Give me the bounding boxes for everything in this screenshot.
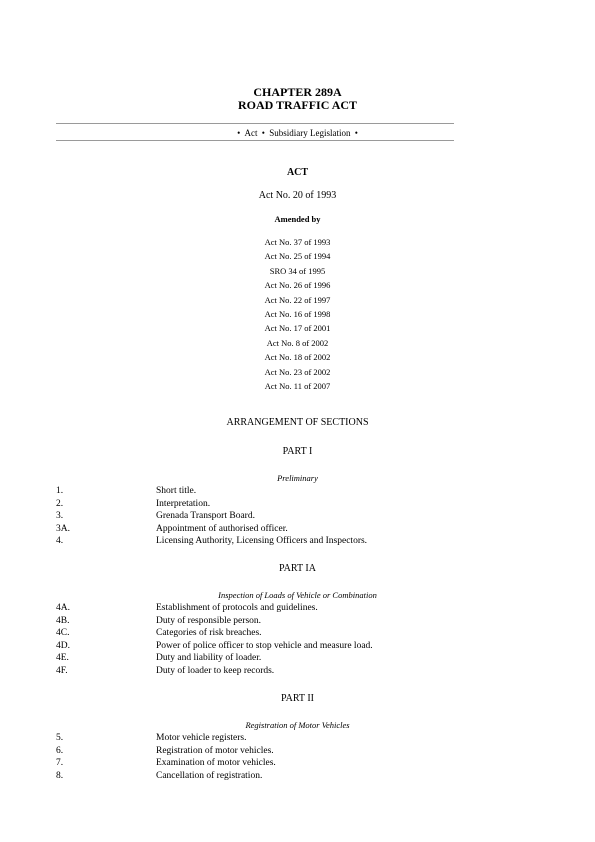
- section-number: 4F.: [56, 666, 68, 676]
- section-number: 7.: [56, 758, 64, 769]
- amendment-item[interactable]: Act No. 11 of 2007: [264, 381, 331, 391]
- amendment-item[interactable]: Act No. 17 of 2001: [264, 323, 331, 334]
- amendment-item[interactable]: Act No. 16 of 1998: [264, 309, 331, 319]
- document-nav: [0, 128, 595, 138]
- section-title[interactable]: Cancellation of registration.: [156, 770, 263, 781]
- part-heading: PART IA: [279, 563, 316, 574]
- section-title[interactable]: Duty of responsible person.: [156, 615, 262, 626]
- section-title[interactable]: Interpretation.: [156, 498, 211, 509]
- section-row[interactable]: [56, 510, 536, 522]
- top-divider: [56, 123, 454, 124]
- part-subtitle: Preliminary: [277, 473, 318, 483]
- section-title[interactable]: Motor vehicle registers.: [156, 733, 247, 743]
- section-title[interactable]: Appointment of authorised officer.: [156, 523, 288, 534]
- section-title[interactable]: Licensing Authority, Licensing Officers and Inspectors.: [156, 536, 368, 547]
- amendment-item[interactable]: Act No. 23 of 2002: [264, 366, 331, 377]
- section-row[interactable]: [56, 770, 536, 782]
- nav-bullet: •: [261, 128, 265, 138]
- section-title[interactable]: Duty of loader to keep records.: [156, 666, 275, 676]
- part-heading: PART I: [282, 446, 313, 457]
- section-row[interactable]: [56, 615, 536, 627]
- section-number: 4.: [56, 536, 64, 547]
- amendment-item[interactable]: Act No. 25 of 1994: [264, 251, 331, 262]
- section-number: 4D.: [56, 640, 70, 651]
- act-heading: ACT: [286, 167, 309, 178]
- nav-act-link[interactable]: Act: [244, 128, 258, 138]
- section-number: 3.: [56, 511, 64, 522]
- section-number: 1.: [56, 486, 64, 496]
- section-number: 3A.: [56, 523, 70, 534]
- bottom-divider: [56, 140, 454, 141]
- section-title[interactable]: Examination of motor vehicles.: [156, 758, 276, 769]
- section-row[interactable]: [56, 732, 536, 744]
- nav-bullet: •: [237, 128, 241, 138]
- section-title[interactable]: Duty and liability of loader.: [156, 653, 262, 664]
- section-number: 4E.: [56, 653, 69, 664]
- amendment-item[interactable]: Act No. 22 of 1997: [264, 294, 331, 305]
- amendment-item[interactable]: Act No. 8 of 2002: [266, 337, 329, 348]
- section-row[interactable]: [56, 757, 536, 769]
- nav-subsidiary-legislation-link[interactable]: Subsidiary Legislation: [269, 128, 351, 138]
- section-number: 4C.: [56, 628, 70, 639]
- section-row[interactable]: [56, 627, 536, 639]
- act-number: Act No. 20 of 1993: [258, 190, 337, 201]
- section-number: 4B.: [56, 615, 70, 626]
- section-number: 2.: [56, 498, 64, 509]
- amendment-item[interactable]: Act No. 18 of 2002: [264, 352, 331, 363]
- section-number: 4A.: [56, 603, 70, 613]
- nav-bullet: •: [354, 128, 358, 138]
- part-heading: PART II: [280, 693, 315, 704]
- section-row[interactable]: [56, 745, 536, 757]
- amendment-item[interactable]: SRO 34 of 1995: [269, 265, 326, 276]
- arrangement-heading: ARRANGEMENT OF SECTIONS: [226, 417, 369, 428]
- amended-by-label: Amended by: [274, 214, 321, 224]
- section-title[interactable]: Establishment of protocols and guidelines.: [156, 603, 318, 613]
- act-title: ROAD TRAFFIC ACT: [237, 98, 358, 112]
- section-title[interactable]: Categories of risk breaches.: [156, 628, 262, 639]
- section-title[interactable]: Short title.: [156, 486, 197, 496]
- part-subtitle: Registration of Motor Vehicles: [245, 720, 350, 730]
- section-number: 5.: [56, 733, 64, 743]
- section-title[interactable]: Registration of motor vehicles.: [156, 745, 274, 756]
- section-row[interactable]: [56, 652, 536, 664]
- section-title[interactable]: Power of police officer to stop vehicle and measure load.: [156, 640, 373, 651]
- section-row[interactable]: [56, 498, 536, 510]
- section-row[interactable]: [56, 665, 536, 677]
- section-number: 8.: [56, 770, 64, 781]
- part-subtitle: Inspection of Loads of Vehicle or Combination: [218, 590, 377, 600]
- section-row[interactable]: [56, 535, 536, 547]
- section-number: 6.: [56, 745, 64, 756]
- section-row[interactable]: [56, 602, 536, 614]
- section-row[interactable]: [56, 640, 536, 652]
- amendment-item[interactable]: Act No. 37 of 1993: [264, 237, 331, 247]
- section-row[interactable]: [56, 523, 536, 535]
- amendment-item[interactable]: Act No. 26 of 1996: [264, 280, 331, 291]
- section-title[interactable]: Grenada Transport Board.: [156, 511, 255, 522]
- chapter-number: CHAPTER 289A: [253, 85, 342, 99]
- section-row[interactable]: [56, 485, 536, 497]
